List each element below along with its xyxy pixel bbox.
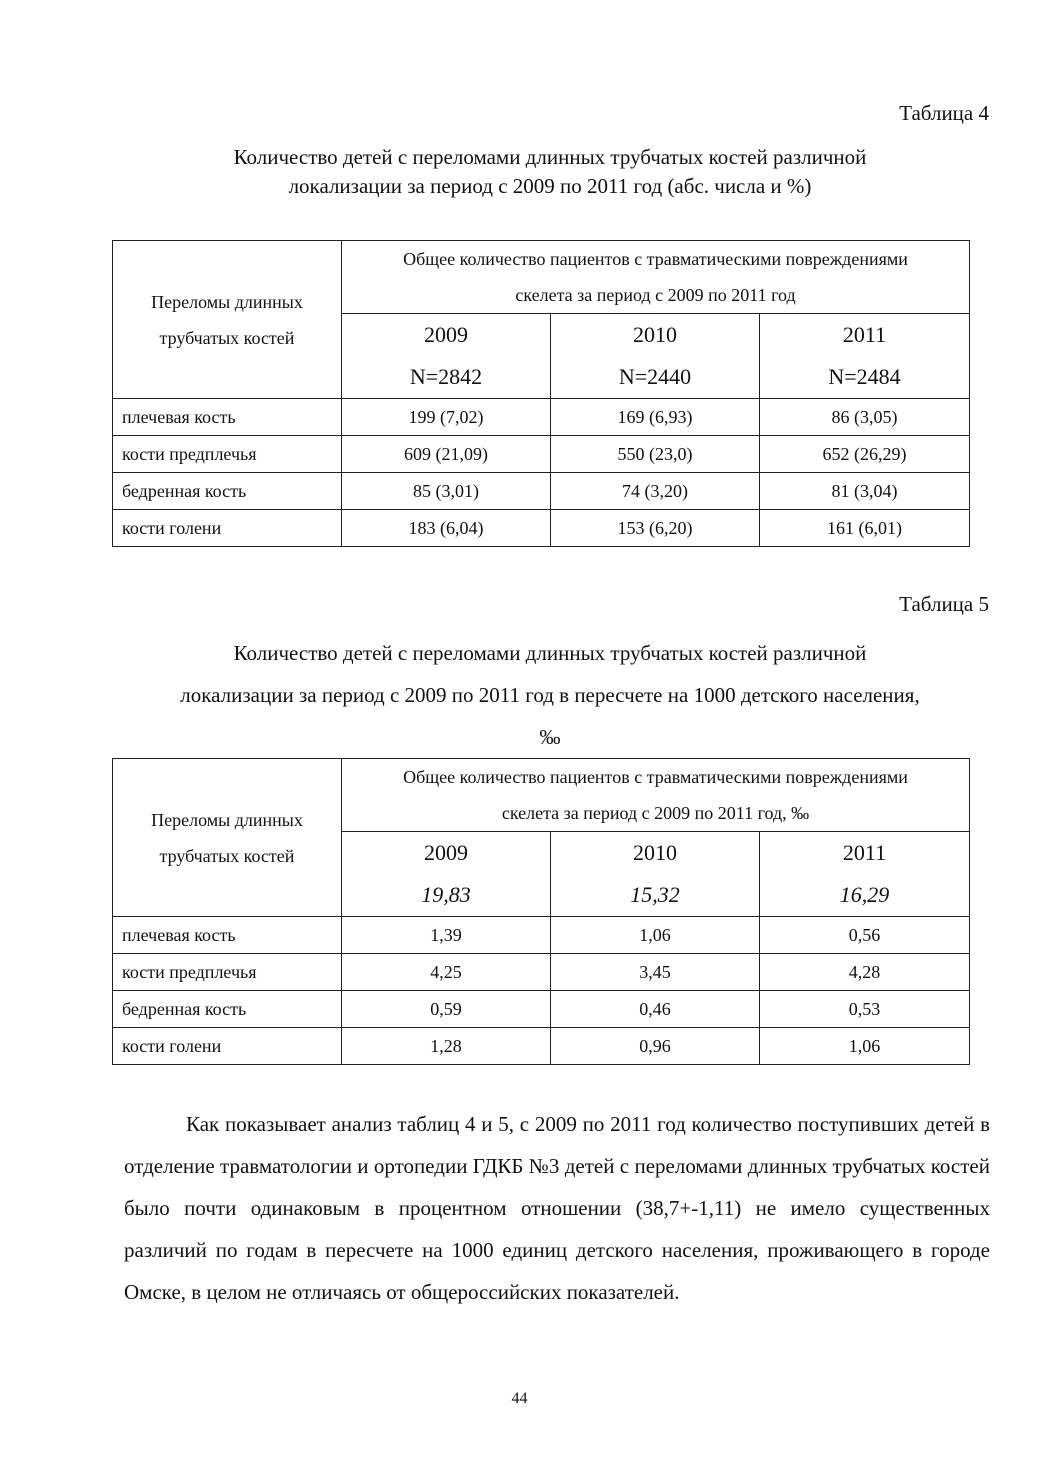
table5-row-header xyxy=(113,759,342,917)
table5-caption-line3: ‰ xyxy=(539,725,561,749)
table4-year-header xyxy=(551,314,760,399)
table4-year-n: N=2842 xyxy=(409,364,483,389)
row-name: кости предплечья xyxy=(113,954,342,991)
table5-year-rate: 19,83 xyxy=(421,882,471,907)
table5-year: 2009 xyxy=(424,840,468,865)
table-row xyxy=(113,510,970,547)
cell-value: 1,06 xyxy=(760,1028,970,1065)
table4-year: 2009 xyxy=(424,322,468,347)
table5 xyxy=(112,758,970,1065)
table4-span-header-line2: скелета за период с 2009 по 2011 год xyxy=(515,285,796,305)
table4-caption-line2: локализации за период с 2009 по 2011 год (абс. числа и %) xyxy=(288,174,812,198)
cell-value: 153 (6,20) xyxy=(551,510,760,547)
table4-year-header xyxy=(342,314,551,399)
cell-value: 169 (6,93) xyxy=(551,399,760,436)
table5-span-header xyxy=(342,759,970,832)
table5-year: 2011 xyxy=(842,840,887,865)
cell-value: 1,39 xyxy=(342,917,551,954)
cell-value: 199 (7,02) xyxy=(342,399,551,436)
table4-year: 2011 xyxy=(842,322,887,347)
cell-value: 0,53 xyxy=(760,991,970,1028)
cell-value: 183 (6,04) xyxy=(342,510,551,547)
table4-label: Таблица 4 xyxy=(899,101,989,125)
page-number: 44 xyxy=(511,1390,528,1407)
table4-span-header-line1: Общее количество пациентов с травматическими повреждениями xyxy=(403,249,908,269)
table5-year-rate: 15,32 xyxy=(630,882,680,907)
table5-label: Таблица 5 xyxy=(899,592,989,616)
table4-year-header xyxy=(760,314,970,399)
table5-year-header xyxy=(551,832,760,917)
table-row xyxy=(113,473,970,510)
table4-row-header-line1: Переломы длинных xyxy=(151,291,303,312)
table-row xyxy=(113,399,970,436)
table-row xyxy=(113,917,970,954)
table4-year-n: N=2484 xyxy=(828,364,901,389)
table5-caption-line2: локализации за период с 2009 по 2011 год в пересчете на 1000 детского населения, xyxy=(180,683,920,707)
table4-year-n: N=2440 xyxy=(618,364,692,389)
row-name: кости предплечья xyxy=(113,436,342,473)
row-name: кости голени xyxy=(113,510,342,547)
cell-value: 86 (3,05) xyxy=(760,399,970,436)
table5-year: 2010 xyxy=(633,840,677,865)
cell-value: 74 (3,20) xyxy=(551,473,760,510)
row-name: бедренная кость xyxy=(113,991,342,1028)
row-name: бедренная кость xyxy=(113,473,342,510)
cell-value: 161 (6,01) xyxy=(760,510,970,547)
cell-value: 3,45 xyxy=(551,954,760,991)
cell-value: 81 (3,04) xyxy=(760,473,970,510)
table5-year-header xyxy=(342,832,551,917)
row-name: кости голени xyxy=(113,1028,342,1065)
cell-value: 0,59 xyxy=(342,991,551,1028)
table4-row-header xyxy=(113,241,342,399)
cell-value: 0,96 xyxy=(551,1028,760,1065)
table5-caption-line1: Количество детей с переломами длинных трубчатых костей различной xyxy=(233,641,867,665)
cell-value: 1,06 xyxy=(551,917,760,954)
row-name: плечевая кость xyxy=(113,917,342,954)
cell-value: 609 (21,09) xyxy=(342,436,551,473)
cell-value: 1,28 xyxy=(342,1028,551,1065)
table-row xyxy=(113,954,970,991)
table5-span-header-line1: Общее количество пациентов с травматическими повреждениями xyxy=(403,767,908,787)
cell-value: 652 (26,29) xyxy=(760,436,970,473)
table5-row-header-line1: Переломы длинных xyxy=(151,809,303,830)
cell-value: 0,46 xyxy=(551,991,760,1028)
cell-value: 0,56 xyxy=(760,917,970,954)
table5-year-rate: 16,29 xyxy=(839,882,890,907)
paragraph-text: Как показывает анализ таблиц 4 и 5, с 2009 по 2011 год количество поступивших детей в отделение травматологии и ортопедии ГДКБ №3 детей с переломами длинных трубчатых костей было почти одинаковым в процентном отношении (38,7+-1,11) не имело существенных различий по годам в пересчете на 1000 единиц детского населения, проживающего в городе Омске, в целом не отличаясь от общероссийских показателей. xyxy=(124,1112,990,1304)
table5-caption xyxy=(110,632,990,758)
table4-caption xyxy=(110,143,990,201)
body-paragraph xyxy=(124,1103,990,1313)
row-name: плечевая кость xyxy=(113,399,342,436)
cell-value: 85 (3,01) xyxy=(342,473,551,510)
table5-row-header-line2: трубчатых костей xyxy=(159,845,295,866)
table-row xyxy=(113,991,970,1028)
table4-span-header xyxy=(342,241,970,314)
table-row xyxy=(113,1028,970,1065)
table4 xyxy=(112,240,970,547)
cell-value: 550 (23,0) xyxy=(551,436,760,473)
cell-value: 4,25 xyxy=(342,954,551,991)
table5-span-header-line2: скелета за период с 2009 по 2011 год, ‰ xyxy=(501,803,810,823)
table5-year-header xyxy=(760,832,970,917)
table4-row-header-line2: трубчатых костей xyxy=(159,327,295,348)
table-row xyxy=(113,436,970,473)
table4-year: 2010 xyxy=(633,322,677,347)
table4-caption-line1: Количество детей с переломами длинных трубчатых костей различной xyxy=(233,145,867,169)
cell-value: 4,28 xyxy=(760,954,970,991)
